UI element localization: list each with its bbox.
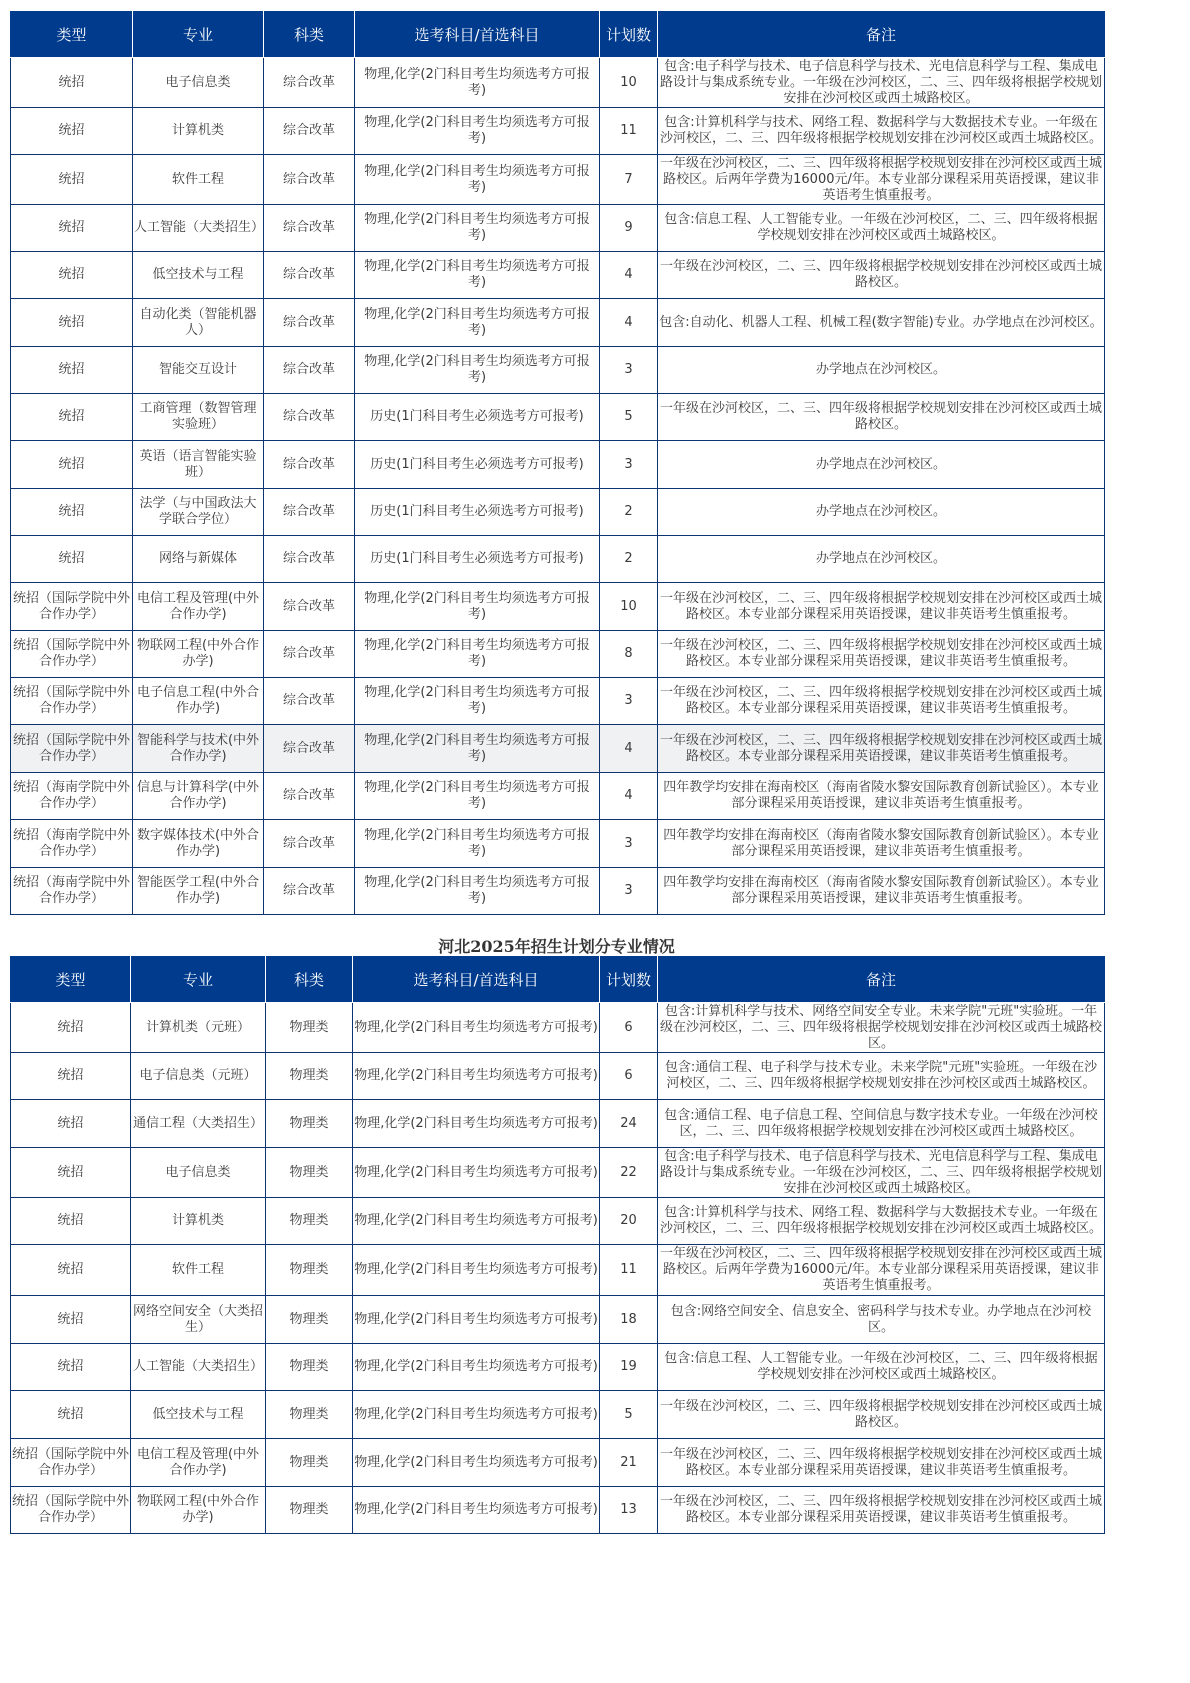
- cell-note: 包含:自动化、机器人工程、机械工程(数字智能)专业。办学地点在沙河校区。: [658, 299, 1105, 347]
- table-row: [11, 155, 1105, 205]
- table-row: [11, 536, 1105, 583]
- cell-category: 物理类: [266, 1391, 353, 1439]
- cell-subjects: 物理,化学(2门科目考生均须选考方可报考): [353, 1391, 600, 1439]
- cell-note: 一年级在沙河校区，二、三、四年级将根据学校规划安排在沙河校区或西土城路校区。后两年学费为16000元/年。本专业部分课程采用英语授课，建议非英语考生慎重报考。: [658, 1245, 1105, 1296]
- cell-note: 包含:信息工程、人工智能专业。一年级在沙河校区，二、三、四年级将根据学校规划安排在沙河校区或西土城路校区。: [658, 205, 1105, 252]
- cell-type: 统招: [11, 299, 133, 347]
- cell-subjects: 物理,化学(2门科目考生均须选考方可报考): [355, 155, 600, 205]
- cell-note: 四年教学均安排在海南校区（海南省陵水黎安国际教育创新试验区）。本专业部分课程采用英语授课，建议非英语考生慎重报考。: [658, 820, 1105, 868]
- cell-category: 物理类: [266, 1148, 353, 1198]
- cell-subjects: 物理,化学(2门科目考生均须选考方可报考): [353, 1003, 600, 1053]
- cell-category: 综合改革: [264, 299, 355, 347]
- cell-count: 9: [600, 205, 658, 252]
- cell-type: 统招（国际学院中外合作办学）: [11, 1439, 131, 1487]
- cell-type: 统招（国际学院中外合作办学）: [11, 678, 133, 725]
- cell-subjects: 物理,化学(2门科目考生均须选考方可报考): [355, 678, 600, 725]
- cell-note: 包含:电子科学与技术、电子信息科学与技术、光电信息科学与工程、集成电路设计与集成系统专业。一年级在沙河校区，二、三、四年级将根据学校规划安排在沙河校区或西土城路校区。: [658, 58, 1105, 108]
- cell-note: 一年级在沙河校区，二、三、四年级将根据学校规划安排在沙河校区或西土城路校区。本专业部分课程采用英语授课，建议非英语考生慎重报考。: [658, 678, 1105, 725]
- cell-category: 综合改革: [264, 108, 355, 155]
- cell-major: 自动化类（智能机器人）: [133, 299, 264, 347]
- cell-subjects: 物理,化学(2门科目考生均须选考方可报考): [355, 820, 600, 868]
- table-row: [11, 205, 1105, 252]
- cell-major: 软件工程: [131, 1245, 266, 1296]
- enrollment-table-1: [10, 11, 1105, 915]
- cell-subjects: 物理,化学(2门科目考生均须选考方可报考): [353, 1344, 600, 1391]
- cell-note: 包含:计算机科学与技术、网络工程、数据科学与大数据技术专业。一年级在沙河校区，二、三、四年级将根据学校规划安排在沙河校区或西土城路校区。: [658, 1198, 1105, 1245]
- cell-note: 包含:网络空间安全、信息安全、密码科学与技术专业。办学地点在沙河校区。: [658, 1296, 1105, 1344]
- cell-major: 电子信息类（元班）: [131, 1053, 266, 1100]
- cell-type: 统招: [11, 1296, 131, 1344]
- cell-category: 综合改革: [264, 205, 355, 252]
- table-row: [11, 1245, 1105, 1296]
- cell-note: 包含:计算机科学与技术、网络工程、数据科学与大数据技术专业。一年级在沙河校区，二、三、四年级将根据学校规划安排在沙河校区或西土城路校区。: [658, 108, 1105, 155]
- cell-category: 综合改革: [264, 820, 355, 868]
- cell-count: 5: [600, 1391, 658, 1439]
- cell-note: 四年教学均安排在海南校区（海南省陵水黎安国际教育创新试验区）。本专业部分课程采用英语授课，建议非英语考生慎重报考。: [658, 773, 1105, 820]
- column-header-count: 计划数: [600, 956, 658, 1003]
- cell-count: 6: [600, 1053, 658, 1100]
- cell-category: 综合改革: [264, 773, 355, 820]
- table-2-body: [11, 1003, 1105, 1534]
- column-header-count: 计划数: [600, 11, 658, 58]
- cell-subjects: 物理,化学(2门科目考生均须选考方可报考): [353, 1245, 600, 1296]
- table-row: [11, 347, 1105, 394]
- cell-subjects: 物理,化学(2门科目考生均须选考方可报考): [355, 583, 600, 631]
- cell-major: 智能交互设计: [133, 347, 264, 394]
- column-header-type: 类型: [11, 11, 133, 58]
- cell-count: 4: [600, 725, 658, 773]
- cell-type: 统招: [11, 1391, 131, 1439]
- cell-count: 3: [600, 347, 658, 394]
- cell-subjects: 物理,化学(2门科目考生均须选考方可报考): [353, 1100, 600, 1148]
- cell-count: 18: [600, 1296, 658, 1344]
- cell-note: 办学地点在沙河校区。: [658, 347, 1105, 394]
- cell-subjects: 物理,化学(2门科目考生均须选考方可报考): [355, 773, 600, 820]
- cell-note: 一年级在沙河校区，二、三、四年级将根据学校规划安排在沙河校区或西土城路校区。本专业部分课程采用英语授课，建议非英语考生慎重报考。: [658, 1487, 1105, 1534]
- table-1-body: [11, 58, 1105, 915]
- cell-major: 英语（语言智能实验班）: [133, 441, 264, 489]
- cell-subjects: 物理,化学(2门科目考生均须选考方可报考): [353, 1053, 600, 1100]
- table-row: [11, 1148, 1105, 1198]
- column-header-subjects: 选考科目/首选科目: [355, 11, 600, 58]
- table-row: [11, 441, 1105, 489]
- cell-count: 4: [600, 252, 658, 299]
- cell-count: 22: [600, 1148, 658, 1198]
- cell-note: 包含:计算机科学与技术、网络空间安全专业。未来学院"元班"实验班。一年级在沙河校区，二、三、四年级将根据学校规划安排在沙河校区或西土城路校区。: [658, 1003, 1105, 1053]
- table-row: [11, 583, 1105, 631]
- cell-category: 物理类: [266, 1344, 353, 1391]
- cell-subjects: 历史(1门科目考生必须选考方可报考): [355, 394, 600, 441]
- cell-major: 电信工程及管理(中外合作办学): [133, 583, 264, 631]
- cell-type: 统招（海南学院中外合作办学）: [11, 820, 133, 868]
- table-row: [11, 1391, 1105, 1439]
- cell-count: 10: [600, 58, 658, 108]
- enrollment-table-2: [10, 956, 1105, 1534]
- table-row: [11, 631, 1105, 678]
- cell-subjects: 历史(1门科目考生必须选考方可报考): [355, 489, 600, 536]
- cell-major: 法学（与中国政法大学联合学位）: [133, 489, 264, 536]
- cell-category: 综合改革: [264, 347, 355, 394]
- table-row: [11, 489, 1105, 536]
- cell-category: 物理类: [266, 1245, 353, 1296]
- cell-subjects: 物理,化学(2门科目考生均须选考方可报考): [353, 1148, 600, 1198]
- cell-category: 综合改革: [264, 58, 355, 108]
- cell-major: 工商管理（数智管理实验班）: [133, 394, 264, 441]
- table-row: [11, 1100, 1105, 1148]
- table-row: [11, 108, 1105, 155]
- table-row: [11, 58, 1105, 108]
- cell-type: 统招: [11, 58, 133, 108]
- cell-type: 统招（海南学院中外合作办学）: [11, 773, 133, 820]
- cell-major: 数字媒体技术(中外合作办学): [133, 820, 264, 868]
- cell-subjects: 物理,化学(2门科目考生均须选考方可报考): [355, 631, 600, 678]
- cell-category: 综合改革: [264, 868, 355, 915]
- table-row: [11, 820, 1105, 868]
- cell-type: 统招（国际学院中外合作办学）: [11, 725, 133, 773]
- cell-note: 办学地点在沙河校区。: [658, 536, 1105, 583]
- cell-count: 24: [600, 1100, 658, 1148]
- cell-note: 一年级在沙河校区，二、三、四年级将根据学校规划安排在沙河校区或西土城路校区。: [658, 252, 1105, 299]
- cell-category: 综合改革: [264, 252, 355, 299]
- cell-type: 统招: [11, 489, 133, 536]
- cell-major: 计算机类（元班）: [131, 1003, 266, 1053]
- column-header-category: 科类: [264, 11, 355, 58]
- cell-count: 10: [600, 583, 658, 631]
- cell-note: 一年级在沙河校区，二、三、四年级将根据学校规划安排在沙河校区或西土城路校区。: [658, 1391, 1105, 1439]
- table-row: [11, 678, 1105, 725]
- cell-major: 电子信息类: [131, 1148, 266, 1198]
- cell-type: 统招: [11, 1198, 131, 1245]
- table-row: [11, 1487, 1105, 1534]
- cell-type: 统招: [11, 441, 133, 489]
- cell-type: 统招: [11, 347, 133, 394]
- cell-count: 2: [600, 489, 658, 536]
- cell-major: 人工智能（大类招生）: [133, 205, 264, 252]
- table-row: [11, 1198, 1105, 1245]
- cell-type: 统招: [11, 394, 133, 441]
- cell-category: 综合改革: [264, 725, 355, 773]
- cell-type: 统招（国际学院中外合作办学）: [11, 583, 133, 631]
- cell-category: 物理类: [266, 1100, 353, 1148]
- cell-type: 统招: [11, 108, 133, 155]
- cell-major: 电子信息类: [133, 58, 264, 108]
- cell-category: 综合改革: [264, 441, 355, 489]
- table-row: [11, 725, 1105, 773]
- table-header-row: [11, 11, 1105, 58]
- cell-note: 一年级在沙河校区，二、三、四年级将根据学校规划安排在沙河校区或西土城路校区。本专业部分课程采用英语授课，建议非英语考生慎重报考。: [658, 1439, 1105, 1487]
- cell-count: 4: [600, 299, 658, 347]
- cell-subjects: 物理,化学(2门科目考生均须选考方可报考): [355, 58, 600, 108]
- table-row: [11, 1344, 1105, 1391]
- column-header-note: 备注: [658, 11, 1105, 58]
- cell-note: 办学地点在沙河校区。: [658, 489, 1105, 536]
- cell-type: 统招: [11, 1053, 131, 1100]
- cell-count: 19: [600, 1344, 658, 1391]
- cell-type: 统招（国际学院中外合作办学）: [11, 1487, 131, 1534]
- column-header-note: 备注: [658, 956, 1105, 1003]
- cell-count: 20: [600, 1198, 658, 1245]
- cell-major: 计算机类: [133, 108, 264, 155]
- column-header-type: 类型: [11, 956, 131, 1003]
- section-title-hebei: 河北2025年招生计划分专业情况: [438, 937, 675, 956]
- cell-count: 11: [600, 1245, 658, 1296]
- cell-count: 3: [600, 868, 658, 915]
- cell-note: 包含:信息工程、人工智能专业。一年级在沙河校区，二、三、四年级将根据学校规划安排在沙河校区或西土城路校区。: [658, 1344, 1105, 1391]
- table-row: [11, 1053, 1105, 1100]
- cell-count: 2: [600, 536, 658, 583]
- cell-type: 统招: [11, 536, 133, 583]
- cell-type: 统招: [11, 252, 133, 299]
- cell-subjects: 历史(1门科目考生必须选考方可报考): [355, 536, 600, 583]
- cell-major: 网络空间安全（大类招生）: [131, 1296, 266, 1344]
- cell-subjects: 历史(1门科目考生必须选考方可报考): [355, 441, 600, 489]
- cell-category: 物理类: [266, 1439, 353, 1487]
- cell-major: 低空技术与工程: [133, 252, 264, 299]
- cell-subjects: 物理,化学(2门科目考生均须选考方可报考): [353, 1198, 600, 1245]
- cell-subjects: 物理,化学(2门科目考生均须选考方可报考): [355, 205, 600, 252]
- table-row: [11, 394, 1105, 441]
- cell-category: 综合改革: [264, 536, 355, 583]
- column-header-subjects: 选考科目/首选科目: [353, 956, 600, 1003]
- cell-major: 通信工程（大类招生）: [131, 1100, 266, 1148]
- cell-subjects: 物理,化学(2门科目考生均须选考方可报考): [355, 299, 600, 347]
- cell-note: 四年教学均安排在海南校区（海南省陵水黎安国际教育创新试验区）。本专业部分课程采用英语授课，建议非英语考生慎重报考。: [658, 868, 1105, 915]
- column-header-category: 科类: [266, 956, 353, 1003]
- cell-subjects: 物理,化学(2门科目考生均须选考方可报考): [355, 108, 600, 155]
- column-header-major: 专业: [131, 956, 266, 1003]
- cell-note: 一年级在沙河校区，二、三、四年级将根据学校规划安排在沙河校区或西土城路校区。本专业部分课程采用英语授课，建议非英语考生慎重报考。: [658, 725, 1105, 773]
- cell-subjects: 物理,化学(2门科目考生均须选考方可报考): [355, 347, 600, 394]
- cell-note: 办学地点在沙河校区。: [658, 441, 1105, 489]
- cell-major: 物联网工程(中外合作办学): [133, 631, 264, 678]
- cell-count: 3: [600, 820, 658, 868]
- cell-type: 统招: [11, 1148, 131, 1198]
- cell-note: 包含:通信工程、电子科学与技术专业。未来学院"元班"实验班。一年级在沙河校区，二、三、四年级将根据学校规划安排在沙河校区或西土城路校区。: [658, 1053, 1105, 1100]
- cell-type: 统招: [11, 1100, 131, 1148]
- cell-type: 统招: [11, 1003, 131, 1053]
- cell-category: 物理类: [266, 1296, 353, 1344]
- cell-major: 电信工程及管理(中外合作办学): [131, 1439, 266, 1487]
- table-row: [11, 252, 1105, 299]
- cell-subjects: 物理,化学(2门科目考生均须选考方可报考): [353, 1439, 600, 1487]
- cell-count: 21: [600, 1439, 658, 1487]
- cell-major: 人工智能（大类招生）: [131, 1344, 266, 1391]
- cell-major: 计算机类: [131, 1198, 266, 1245]
- table-row: [11, 299, 1105, 347]
- cell-count: 7: [600, 155, 658, 205]
- cell-note: 一年级在沙河校区，二、三、四年级将根据学校规划安排在沙河校区或西土城路校区。本专业部分课程采用英语授课，建议非英语考生慎重报考。: [658, 583, 1105, 631]
- cell-note: 一年级在沙河校区，二、三、四年级将根据学校规划安排在沙河校区或西土城路校区。后两年学费为16000元/年。本专业部分课程采用英语授课，建议非英语考生慎重报考。: [658, 155, 1105, 205]
- table-row: [11, 1003, 1105, 1053]
- cell-major: 物联网工程(中外合作办学): [131, 1487, 266, 1534]
- cell-major: 电子信息工程(中外合作办学): [133, 678, 264, 725]
- cell-major: 低空技术与工程: [131, 1391, 266, 1439]
- cell-major: 网络与新媒体: [133, 536, 264, 583]
- cell-type: 统招（国际学院中外合作办学）: [11, 631, 133, 678]
- cell-major: 智能科学与技术(中外合作办学): [133, 725, 264, 773]
- cell-category: 综合改革: [264, 631, 355, 678]
- cell-type: 统招: [11, 1344, 131, 1391]
- cell-type: 统招: [11, 205, 133, 252]
- cell-category: 物理类: [266, 1053, 353, 1100]
- cell-major: 信息与计算科学(中外合作办学): [133, 773, 264, 820]
- cell-major: 软件工程: [133, 155, 264, 205]
- cell-category: 物理类: [266, 1198, 353, 1245]
- table-row: [11, 773, 1105, 820]
- cell-count: 3: [600, 441, 658, 489]
- table-row: [11, 868, 1105, 915]
- cell-subjects: 物理,化学(2门科目考生均须选考方可报考): [355, 868, 600, 915]
- cell-note: 一年级在沙河校区，二、三、四年级将根据学校规划安排在沙河校区或西土城路校区。: [658, 394, 1105, 441]
- cell-type: 统招: [11, 1245, 131, 1296]
- cell-count: 5: [600, 394, 658, 441]
- cell-type: 统招: [11, 155, 133, 205]
- cell-category: 综合改革: [264, 155, 355, 205]
- cell-major: 智能医学工程(中外合作办学): [133, 868, 264, 915]
- cell-count: 8: [600, 631, 658, 678]
- table-row: [11, 1439, 1105, 1487]
- cell-category: 综合改革: [264, 394, 355, 441]
- cell-category: 综合改革: [264, 489, 355, 536]
- cell-note: 包含:电子科学与技术、电子信息科学与技术、光电信息科学与工程、集成电路设计与集成系统专业。一年级在沙河校区，二、三、四年级将根据学校规划安排在沙河校区或西土城路校区。: [658, 1148, 1105, 1198]
- cell-count: 13: [600, 1487, 658, 1534]
- cell-subjects: 物理,化学(2门科目考生均须选考方可报考): [355, 252, 600, 299]
- cell-count: 6: [600, 1003, 658, 1053]
- cell-type: 统招（海南学院中外合作办学）: [11, 868, 133, 915]
- cell-subjects: 物理,化学(2门科目考生均须选考方可报考): [353, 1487, 600, 1534]
- cell-count: 11: [600, 108, 658, 155]
- cell-subjects: 物理,化学(2门科目考生均须选考方可报考): [353, 1296, 600, 1344]
- cell-category: 物理类: [266, 1487, 353, 1534]
- cell-count: 3: [600, 678, 658, 725]
- cell-count: 4: [600, 773, 658, 820]
- cell-subjects: 物理,化学(2门科目考生均须选考方可报考): [355, 725, 600, 773]
- cell-category: 综合改革: [264, 583, 355, 631]
- column-header-major: 专业: [133, 11, 264, 58]
- cell-category: 综合改革: [264, 678, 355, 725]
- cell-category: 物理类: [266, 1003, 353, 1053]
- table-header-row: [11, 956, 1105, 1003]
- cell-note: 包含:通信工程、电子信息工程、空间信息与数字技术专业。一年级在沙河校区，二、三、四年级将根据学校规划安排在沙河校区或西土城路校区。: [658, 1100, 1105, 1148]
- cell-note: 一年级在沙河校区，二、三、四年级将根据学校规划安排在沙河校区或西土城路校区。本专业部分课程采用英语授课，建议非英语考生慎重报考。: [658, 631, 1105, 678]
- table-row: [11, 1296, 1105, 1344]
